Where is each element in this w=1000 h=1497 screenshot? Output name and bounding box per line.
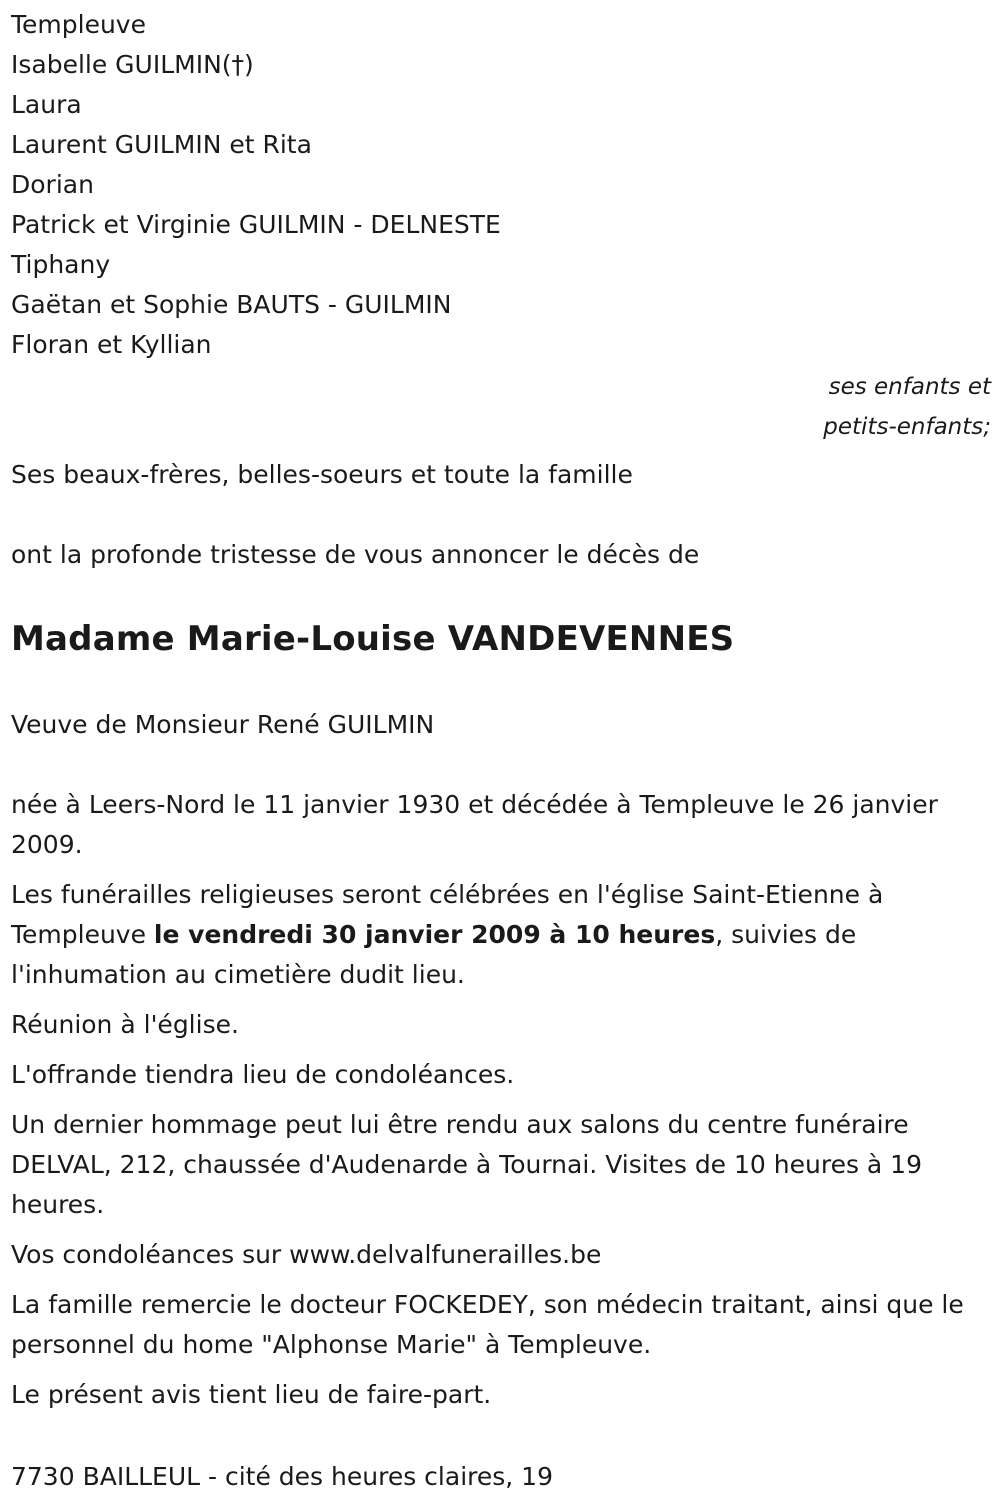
family-member: Laurent GUILMIN et Rita xyxy=(11,130,312,159)
relation-line-1: ses enfants et xyxy=(828,374,991,400)
family-relation xyxy=(11,367,991,447)
birth-death-dates: née à Leers-Nord le 11 janvier 1930 et décédée à Templeuve le 26 janvier 2009. xyxy=(11,790,938,859)
condolences-website: Vos condoléances sur www.delvalfunerailles.be xyxy=(11,1240,602,1269)
relation-line-2: petits-enfants; xyxy=(823,414,991,440)
notice-text: Le présent avis tient lieu de faire-part. xyxy=(11,1380,492,1409)
family-member: Dorian xyxy=(11,170,94,199)
family-member: Tiphany xyxy=(11,250,111,279)
funeral-text-after: , suivies de l'inhumation au cimetière dudit lieu. xyxy=(11,920,857,989)
family-member: Patrick et Virginie GUILMIN - DELNESTE xyxy=(11,210,501,239)
extended-family: Ses beaux-frères, belles-soeurs et toute la famille xyxy=(11,460,633,489)
widow-of: Veuve de Monsieur René GUILMIN xyxy=(11,710,435,739)
funeral-text-before: Les funérailles religieuses seront célébrées en l'église Saint-Etienne à Templeuve xyxy=(11,880,884,949)
thanks-note: La famille remercie le docteur FOCKEDEY, son médecin traitant, ainsi que le personnel du home "Alphonse Marie" à Templeuve. xyxy=(11,1290,964,1359)
offering-note: L'offrande tiendra lieu de condoléances. xyxy=(11,1060,515,1089)
family-list xyxy=(11,5,991,365)
deceased-name: Madame Marie-Louise VANDEVENNES xyxy=(11,619,735,659)
meeting-place: Réunion à l'église. xyxy=(11,1010,239,1039)
homage-details: Un dernier hommage peut lui être rendu aux salons du centre funéraire DELVAL, 212, chaussée d'Audenarde à Tournai. Visites de 10 heures à 19 heures. xyxy=(11,1110,922,1219)
family-member: Isabelle GUILMIN(†) xyxy=(11,50,254,79)
family-member: Laura xyxy=(11,90,82,119)
announcement-text: ont la profonde tristesse de vous annoncer le décès de xyxy=(11,540,700,569)
family-member: Templeuve xyxy=(11,10,146,39)
family-member: Gaëtan et Sophie BAUTS - GUILMIN xyxy=(11,290,452,319)
family-address: 7730 BAILLEUL - cité des heures claires, 19 xyxy=(11,1462,553,1491)
obituary-page xyxy=(11,0,991,1497)
funeral-details xyxy=(11,875,991,995)
funeral-date-time: le vendredi 30 janvier 2009 à 10 heures xyxy=(153,920,716,949)
family-member: Floran et Kyllian xyxy=(11,330,212,359)
